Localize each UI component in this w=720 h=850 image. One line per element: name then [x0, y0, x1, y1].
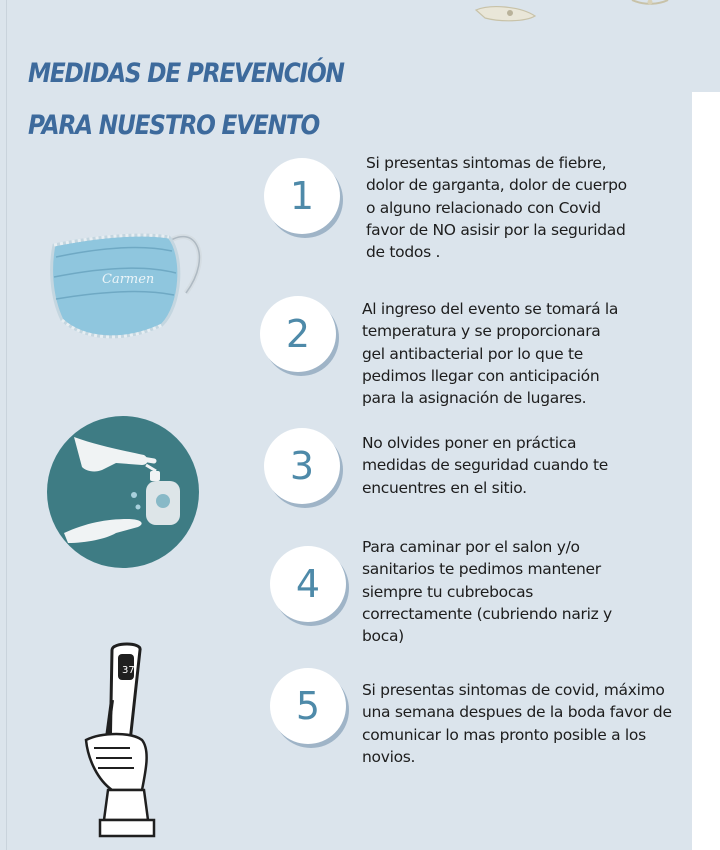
- step-2-number: 2: [285, 312, 311, 356]
- step-4-text: Para caminar por el salon y/o sanitarios te pedimos mantener siempre tu cubrebocas correctamente (cubriendo nariz y boca): [362, 538, 612, 646]
- step-3-text: No olvides poner en práctica medidas de seguridad cuando te encuentres en el sitio.: [362, 434, 609, 497]
- step-1-text: Si presentas sintomas de fiebre, dolor de garganta, dolor de cuerpo o alguno relacionado con Covid favor de NO asisir por la seguridad de todos .: [366, 154, 627, 262]
- step-3-circle: [264, 428, 340, 504]
- step-5-text: Si presentas sintomas de covid, máximo una semana despues de la boda favor de comunicar lo mas pronto posible a los novios.: [362, 681, 672, 766]
- page-title-line-2: PARA NUESTRO EVENTO: [28, 110, 320, 141]
- svg-text:37: 37: [122, 665, 135, 676]
- step-5-number: 5: [295, 684, 321, 728]
- step-5-circle: [270, 668, 346, 744]
- hand-sanitizer-icon: [46, 415, 200, 569]
- step-2-text: Al ingreso del evento se tomará la temperatura y se proporcionara gel antibacterial por lo que te pedimos llegar con anticipación para la asignación de lugares.: [362, 300, 619, 408]
- step-2-circle: [260, 296, 336, 372]
- svg-text:Carmen: Carmen: [102, 272, 155, 287]
- step-1-number: 1: [289, 174, 315, 218]
- step-1-circle: [264, 158, 340, 234]
- page-edge-strip: [692, 92, 720, 850]
- page-title-line-1: MEDIDAS DE PREVENCIÓN: [28, 58, 344, 89]
- face-mask-icon: [44, 215, 214, 345]
- thermometer-hand-icon: [72, 640, 182, 840]
- step-3-number: 3: [289, 444, 315, 488]
- step-4-circle: [270, 546, 346, 622]
- step-4-number: 4: [295, 562, 321, 606]
- top-decoration-icon: [0, 0, 720, 30]
- frame-border: [6, 0, 7, 850]
